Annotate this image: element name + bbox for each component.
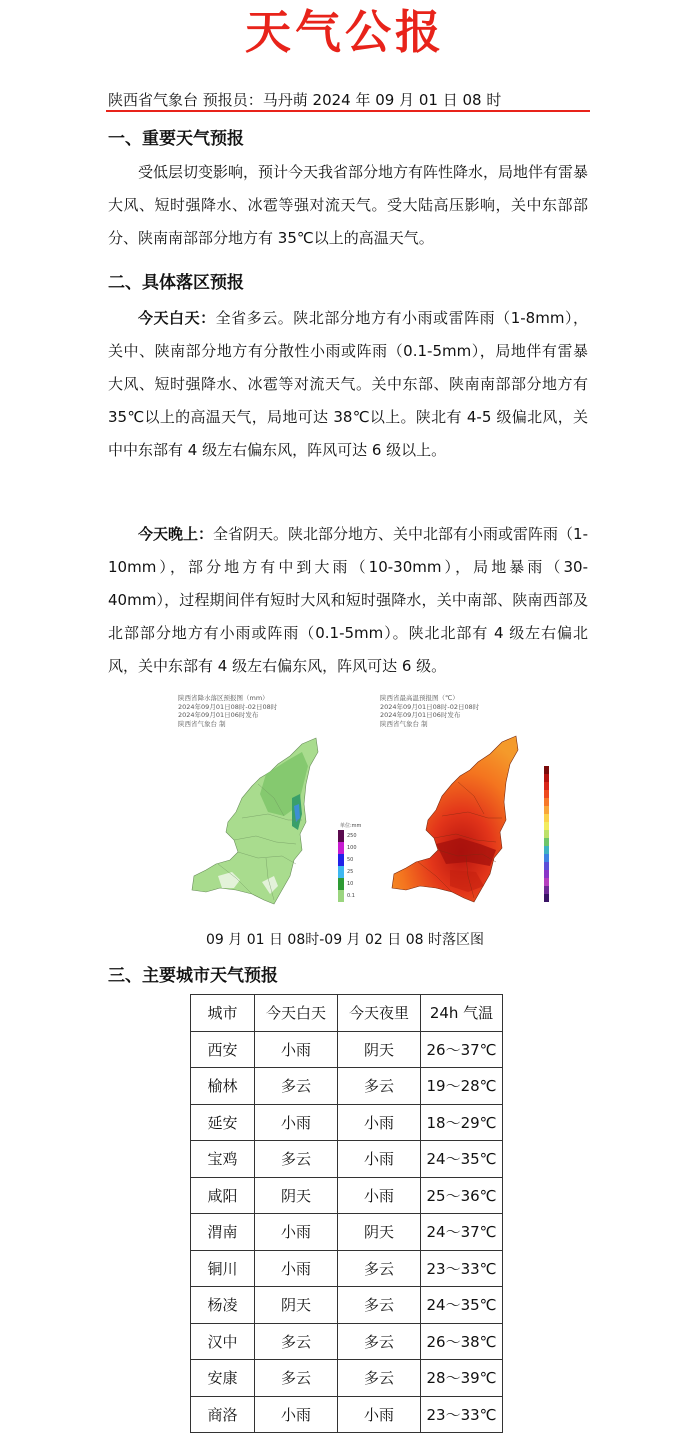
red-divider: [106, 110, 590, 112]
city-name: 咸阳: [191, 1177, 255, 1214]
table-row: [191, 1031, 503, 1068]
rain-map-org: 陕西省气象台 制: [178, 719, 226, 728]
night-text: 全省阴天。陕北部分地方、关中北部有小雨或雷阵雨（1-10mm），部分地方有中到大雨（10-30mm），局地暴雨（30-40mm），过程期间伴有短时大风和短时强降水，关中南部、陕南西部及北部部分地方有小雨或阵雨（0.1-5mm）。陕北北部有 4 级左右偏北风，关中东部有 4 级左右偏东风，阵风可达 6 级。: [108, 525, 588, 675]
temp-range: 26～38℃: [421, 1323, 503, 1360]
temp-legend: [544, 766, 549, 902]
temp-legend-swatch: [544, 806, 549, 814]
night-weather: 小雨: [338, 1177, 421, 1214]
table-row: [191, 1250, 503, 1287]
temp-legend-swatch: [544, 782, 549, 790]
rain-legend-swatch: [338, 830, 344, 842]
temp-legend-swatch: [544, 830, 549, 838]
temp-range: 24～35℃: [421, 1141, 503, 1178]
temp-range: 24～35℃: [421, 1287, 503, 1324]
bulletin-title: 天气公报: [245, 5, 445, 59]
table-header-row: [191, 995, 503, 1032]
city-name: 铜川: [191, 1250, 255, 1287]
temp-legend-swatch: [544, 846, 549, 854]
rain-map-title: 陕西省降水落区预报图（mm）: [178, 694, 269, 702]
daytime-text: 全省多云。陕北部分地方有小雨或雷阵雨（1-8mm），关中、陕南部分地方有分散性小雨或阵雨（0.1-5mm），局地伴有雷暴大风、短时强降水、冰雹等对流天气。关中东部、陕南南部部分地方有 35℃以上的高温天气，局地可达 38℃以上。陕北有 4-5 级偏北风，关中中东部有 4 级左右偏东风，阵风可达 6 级以上。: [108, 309, 588, 459]
temp-legend-swatch: [544, 878, 549, 886]
map-caption: 09 月 01 日 08时-09 月 02 日 08 时落区图: [206, 932, 484, 948]
day-weather: 多云: [255, 1141, 338, 1178]
night-weather: 多云: [338, 1250, 421, 1287]
city-name: 宝鸡: [191, 1141, 255, 1178]
city-name: 延安: [191, 1104, 255, 1141]
table-row: [191, 1068, 503, 1105]
night-weather: 多云: [338, 1360, 421, 1397]
issuer-line: 陕西省气象台 预报员：马丹萌 2024 年 09 月 01 日 08 时: [108, 91, 502, 109]
temp-legend-swatch: [544, 766, 549, 774]
city-name: 汉中: [191, 1323, 255, 1360]
day-weather: 小雨: [255, 1031, 338, 1068]
section-heading-areas: 二、具体落区预报: [108, 273, 244, 293]
city-forecast-table: [190, 994, 503, 1433]
column-header-temp: 24h 气温: [421, 995, 503, 1032]
important-weather-paragraph: [108, 156, 588, 255]
temp-legend-swatch: [544, 798, 549, 806]
temp-map-issued: 2024年09月01日06时发布: [380, 711, 461, 719]
temp-legend-swatch: [544, 886, 549, 894]
temp-legend-swatches: [544, 766, 549, 902]
table-row: [191, 1104, 503, 1141]
rain-legend-swatch: [338, 842, 344, 854]
temp-legend-swatch: [544, 854, 549, 862]
day-weather: 阴天: [255, 1287, 338, 1324]
temp-range: 26～37℃: [421, 1031, 503, 1068]
daytime-forecast-paragraph: [108, 302, 588, 467]
temp-legend-swatch: [544, 814, 549, 822]
rain-legend-swatch: [338, 866, 344, 878]
table-row: [191, 1360, 503, 1397]
day-weather: 小雨: [255, 1396, 338, 1433]
temp-range: 25～36℃: [421, 1177, 503, 1214]
rain-map-issued: 2024年09月01日06时发布: [178, 711, 259, 719]
city-name: 安康: [191, 1360, 255, 1397]
rain-legend-swatches: [338, 830, 357, 902]
table-row: [191, 1287, 503, 1324]
temp-range: 24～37℃: [421, 1214, 503, 1251]
day-weather: 多云: [255, 1360, 338, 1397]
column-header-city: 城市: [191, 995, 255, 1032]
temp-legend-swatch: [544, 790, 549, 798]
night-weather: 多云: [338, 1323, 421, 1360]
table-row: [191, 1177, 503, 1214]
rain-legend-swatch: [338, 854, 344, 866]
rain-legend-tick: 100: [347, 845, 357, 851]
night-weather: 多云: [338, 1287, 421, 1324]
temp-range: 19～28℃: [421, 1068, 503, 1105]
temp-range: 23～33℃: [421, 1250, 503, 1287]
temp-map-svg: [380, 694, 570, 922]
section-heading-cities: 三、主要城市天气预报: [108, 966, 278, 986]
city-name: 榆林: [191, 1068, 255, 1105]
day-weather: 小雨: [255, 1250, 338, 1287]
rain-legend-tick: 250: [347, 833, 357, 839]
temp-legend-swatch: [544, 894, 549, 902]
rain-forecast-map: [178, 694, 370, 922]
day-weather: 小雨: [255, 1104, 338, 1141]
temperature-forecast-map: [380, 694, 570, 922]
night-forecast-paragraph: [108, 518, 588, 683]
rain-legend-tick: 50: [347, 857, 354, 863]
day-weather: 多云: [255, 1068, 338, 1105]
temp-range: 28～39℃: [421, 1360, 503, 1397]
rain-map-period: 2024年09月01日08时-02日08时: [178, 702, 278, 711]
temp-legend-swatch: [544, 774, 549, 782]
rain-legend-tick: 10: [347, 881, 354, 887]
section-heading-important: 一、重要天气预报: [108, 129, 244, 149]
day-weather: 多云: [255, 1323, 338, 1360]
night-weather: 阴天: [338, 1214, 421, 1251]
daytime-label: 今天白天：: [138, 309, 216, 327]
table-row: [191, 1396, 503, 1433]
day-weather: 阴天: [255, 1177, 338, 1214]
table-row: [191, 1214, 503, 1251]
temp-legend-swatch: [544, 870, 549, 878]
temp-legend-swatch: [544, 838, 549, 846]
rain-legend-title: 单位:mm: [340, 823, 362, 829]
city-name: 西安: [191, 1031, 255, 1068]
city-name: 渭南: [191, 1214, 255, 1251]
city-name: 杨凌: [191, 1287, 255, 1324]
temp-range: 18～29℃: [421, 1104, 503, 1141]
city-name: 商洛: [191, 1396, 255, 1433]
rain-legend-tick: 25: [347, 869, 354, 875]
temp-legend-swatch: [544, 822, 549, 830]
night-weather: 阴天: [338, 1031, 421, 1068]
table-row: [191, 1141, 503, 1178]
temp-legend-swatch: [544, 862, 549, 870]
night-weather: 小雨: [338, 1104, 421, 1141]
rain-legend-tick: 0.1: [347, 893, 355, 899]
rain-legend: [338, 823, 362, 902]
table-row: [191, 1323, 503, 1360]
important-weather-text: 受低层切变影响，预计今天我省部分地方有阵性降水，局地伴有雷暴大风、短时强降水、冰雹等强对流天气。受大陆高压影响，关中东部部分、陕南南部部分地方有 35℃以上的高温天气。: [108, 163, 589, 247]
rain-legend-swatch: [338, 890, 344, 902]
temp-range: 23～33℃: [421, 1396, 503, 1433]
temp-map-org: 陕西省气象台 制: [380, 719, 428, 728]
night-weather: 多云: [338, 1068, 421, 1105]
temp-map-period: 2024年09月01日08时-02日08时: [380, 702, 480, 711]
column-header-night: 今天夜里: [338, 995, 421, 1032]
temp-map-title: 陕西省最高温预报图（℃）: [380, 694, 459, 702]
night-label: 今天晚上：: [138, 525, 214, 543]
night-weather: 小雨: [338, 1396, 421, 1433]
rain-legend-swatch: [338, 878, 344, 890]
column-header-day: 今天白天: [255, 995, 338, 1032]
day-weather: 小雨: [255, 1214, 338, 1251]
night-weather: 小雨: [338, 1141, 421, 1178]
